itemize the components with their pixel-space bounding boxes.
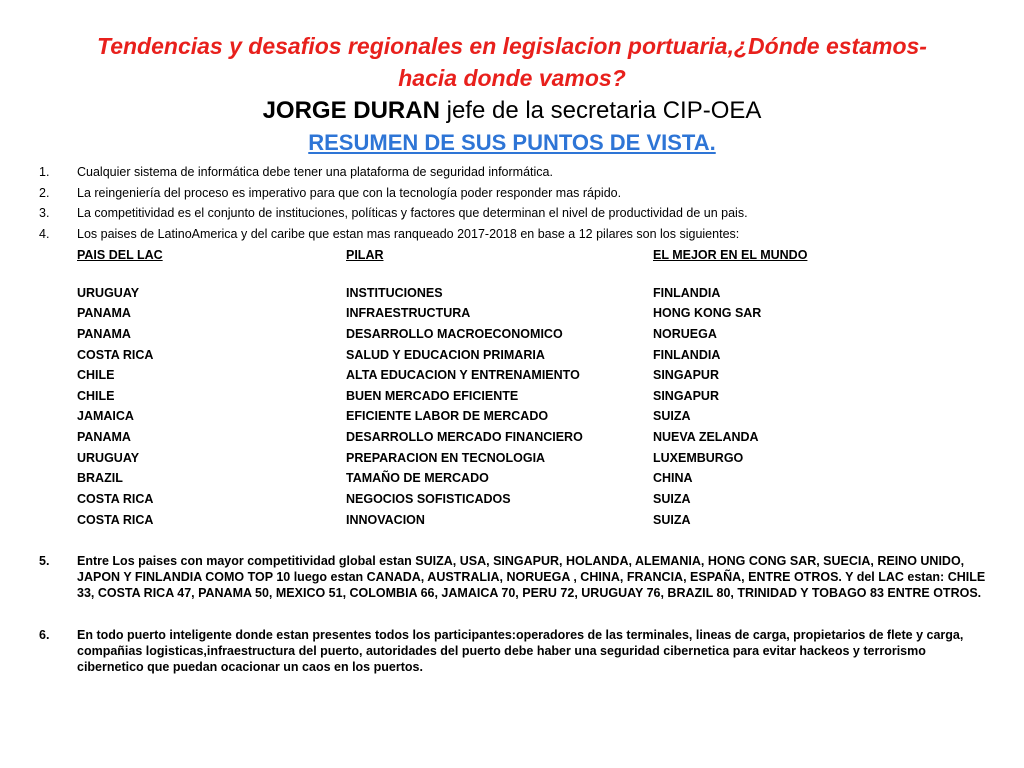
country-cell: PANAMA: [77, 306, 131, 320]
best-cell: FINLANDIA: [653, 286, 721, 300]
point-number: 4.: [39, 227, 50, 241]
country-cell: COSTA RICA: [77, 348, 154, 362]
pillar-cell: DESARROLLO MERCADO FINANCIERO: [346, 430, 583, 444]
presenter-name: JORGE DURAN: [262, 97, 440, 124]
pillar-cell: ALTA EDUCACION Y ENTRENAMIENTO: [346, 368, 580, 382]
country-cell: COSTA RICA: [77, 513, 154, 527]
point-text: Cualquier sistema de informática debe tener una plataforma de seguridad informática.: [77, 165, 553, 179]
point-number: 3.: [39, 206, 50, 220]
country-cell: BRAZIL: [77, 471, 123, 485]
best-cell: HONG KONG SAR: [653, 306, 762, 320]
best-cell: SUIZA: [653, 409, 691, 423]
country-cell: PANAMA: [77, 430, 131, 444]
point-number: 2.: [39, 186, 50, 200]
best-cell: FINLANDIA: [653, 348, 721, 362]
point-text: Entre Los paises con mayor competitividad global estan SUIZA, USA, SINGAPUR, HOLANDA, ALEMANIA, HONG CONG SAR, SUECIA, REINO UNIDO, JAPON Y FINLANDIA COMO TOP 10 luego estan CANADA, AUSTRALIA, NORUEGA , CHINA, FRANCIA, ESPAÑA, ENTRE OTROS. Y del LAC estan: CHILE 33, COSTA RICA 47, PANAMA 50, MEXICO 51, COLOMBIA 66, JAMAICA 70, PERU 72, URUGUAY 76, BRAZIL 80, TRINIDAD Y TOBAGO 83 ENTRE OTROS.: [77, 554, 986, 600]
pillar-cell: BUEN MERCADO EFICIENTE: [346, 389, 519, 403]
header-country: PAIS DEL LAC: [77, 248, 163, 262]
pillar-cell: PREPARACION EN TECNOLOGIA: [346, 451, 546, 465]
point-number: 6.: [39, 628, 50, 642]
country-cell: CHILE: [77, 389, 115, 403]
header-pillar: PILAR: [346, 248, 384, 262]
point-number: 1.: [39, 165, 50, 179]
pillar-cell: SALUD Y EDUCACION PRIMARIA: [346, 348, 545, 362]
pillar-cell: NEGOCIOS SOFISTICADOS: [346, 492, 511, 506]
summary-heading: RESUMEN DE SUS PUNTOS DE VISTA.: [308, 130, 716, 155]
pillar-cell: INFRAESTRUCTURA: [346, 306, 471, 320]
best-cell: SINGAPUR: [653, 368, 719, 382]
slide-title-line-2: hacia donde vamos?: [398, 65, 626, 91]
country-cell: URUGUAY: [77, 286, 140, 300]
best-cell: SUIZA: [653, 492, 691, 506]
pillar-cell: INSTITUCIONES: [346, 286, 443, 300]
point-text: La competitividad es el conjunto de instituciones, políticas y factores que determinan el nivel de productividad de un pais.: [77, 206, 748, 220]
best-cell: SINGAPUR: [653, 389, 719, 403]
point-text: Los paises de LatinoAmerica y del caribe que estan mas ranqueado 2017-2018 en base a 12 pilares son los siguientes:: [77, 227, 740, 241]
slide-title-line-1: Tendencias y desafios regionales en legislacion portuaria,¿Dónde estamos-: [97, 33, 927, 59]
country-cell: URUGUAY: [77, 451, 140, 465]
best-cell: CHINA: [653, 471, 693, 485]
pillar-cell: INNOVACION: [346, 513, 425, 527]
best-cell: NORUEGA: [653, 327, 717, 341]
pillar-cell: EFICIENTE LABOR DE MERCADO: [346, 409, 549, 423]
country-cell: PANAMA: [77, 327, 131, 341]
best-cell: NUEVA ZELANDA: [653, 430, 759, 444]
best-cell: SUIZA: [653, 513, 691, 527]
presenter-role: jefe de la secretaria CIP-OEA: [439, 97, 762, 124]
point-text: La reingeniería del proceso es imperativo para que con la tecnología poder responder mas rápido.: [77, 186, 622, 200]
best-cell: LUXEMBURGO: [653, 451, 744, 465]
point-number: 5.: [39, 554, 50, 568]
point-text: En todo puerto inteligente donde estan presentes todos los participantes:operadores de las terminales, lineas de carga, propietarios de flete y carga, compañias logisticas,infraestructura del puerto, autoridades del puerto debe haber una seguridad cibernetica para evitar hackeos y terrorismo cibernetico que puedan ocacionar un caos en los puertos.: [77, 628, 964, 674]
country-cell: COSTA RICA: [77, 492, 154, 506]
pillar-cell: DESARROLLO MACROECONOMICO: [346, 327, 563, 341]
pillar-cell: TAMAÑO DE MERCADO: [346, 471, 489, 485]
country-cell: JAMAICA: [77, 409, 134, 423]
header-best-in-world: EL MEJOR EN EL MUNDO: [653, 248, 808, 262]
presenter-line: [0, 96, 1024, 126]
country-cell: CHILE: [77, 368, 115, 382]
